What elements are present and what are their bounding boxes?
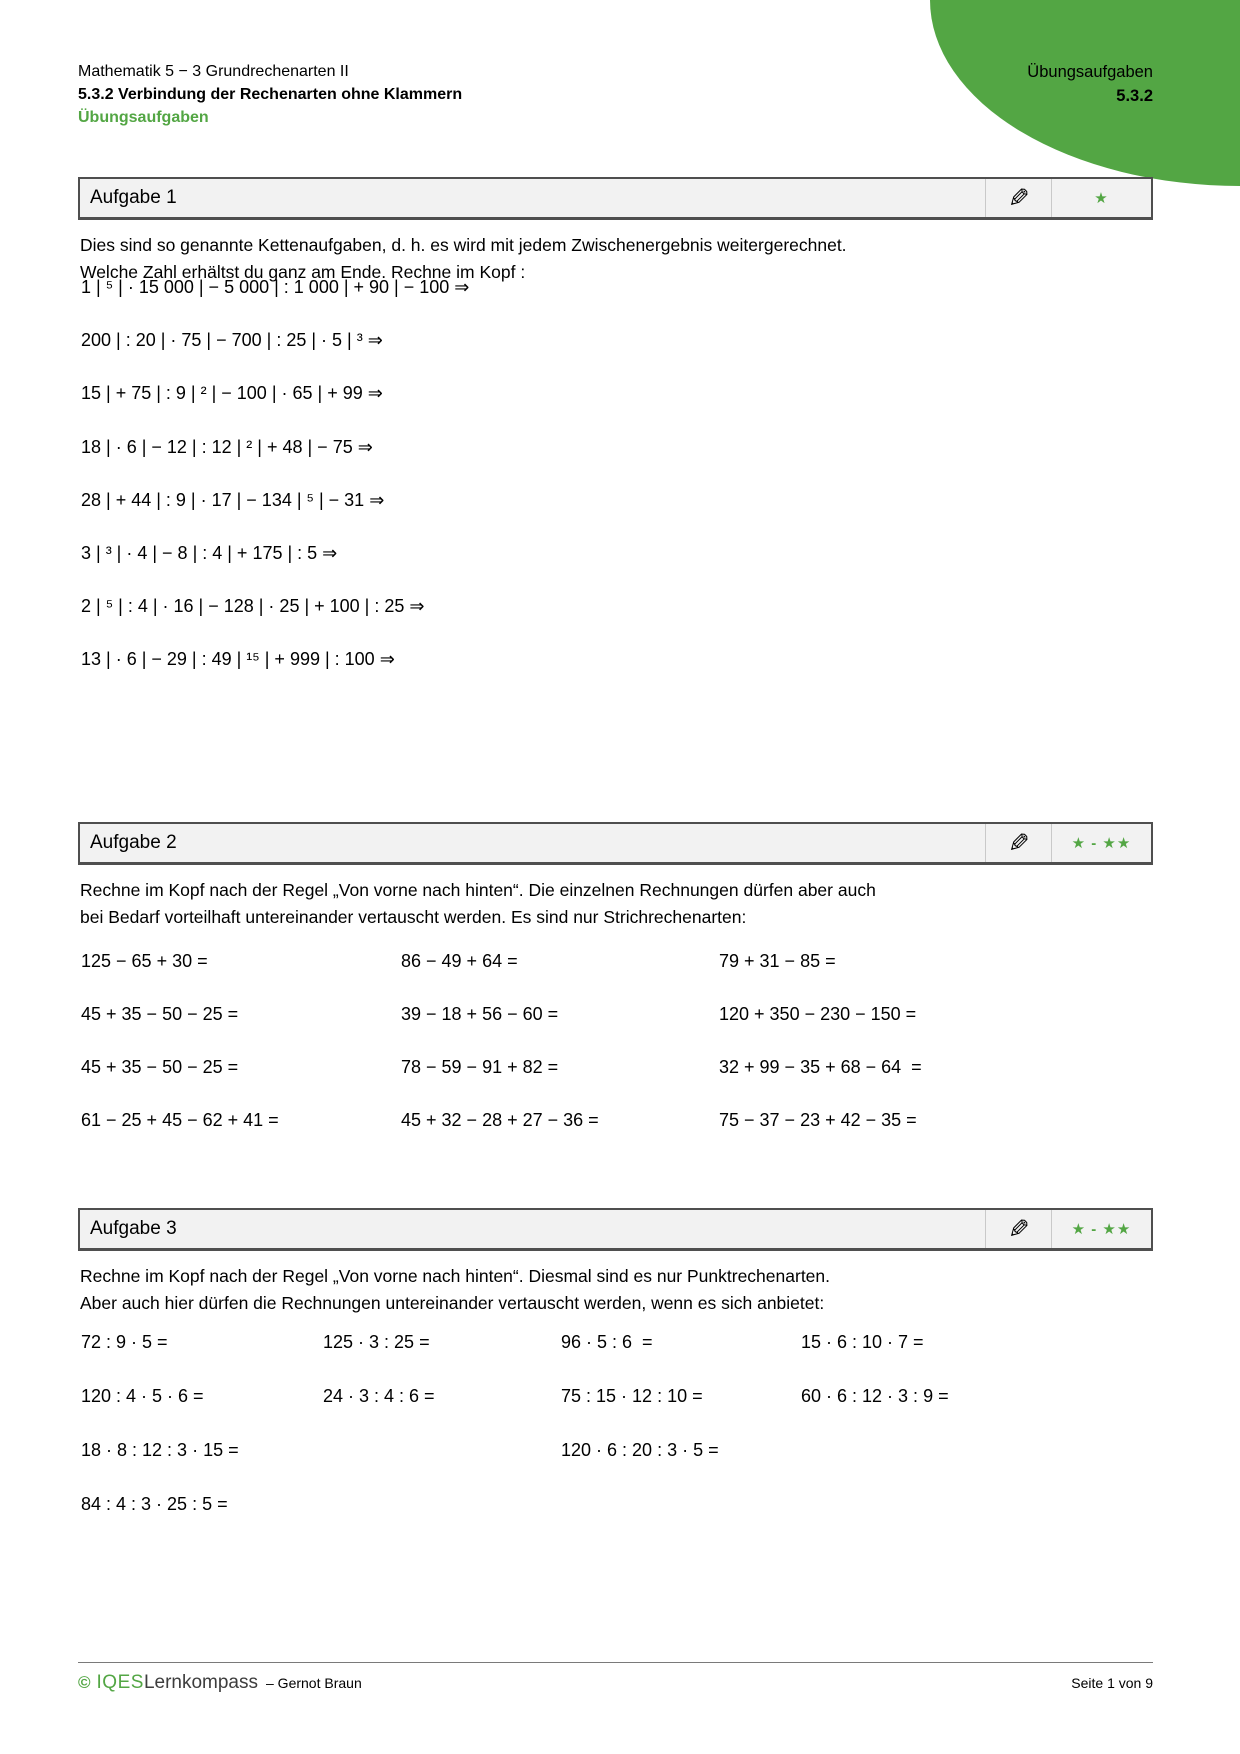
aufgabe1-problem-list: [81, 261, 469, 687]
aufgabe3-pencil-cell: [985, 1210, 1051, 1248]
aufgabe2-pencil-cell: [985, 824, 1051, 862]
calc-problem: 79 + 31 − 85 =: [719, 951, 836, 971]
aufgabe1-intro-line1: Dies sind so genannte Kettenaufgaben, d. h. es wird mit jedem Zwischenergebnis weitergerechnet.: [80, 235, 847, 255]
calc-problem: 39 − 18 + 56 − 60 =: [401, 1004, 559, 1024]
chain-problem: 13 | · 6 | − 29 | : 49 | ¹⁵ | + 999 | : 100 ⇒: [81, 649, 395, 670]
calc-problem: 45 + 35 − 50 − 25 =: [81, 1057, 239, 1077]
calc-problem: 86 − 49 + 64 =: [401, 951, 518, 971]
aufgabe3-intro: [80, 1263, 1153, 1317]
difficulty-star-icon: ★: [1094, 190, 1109, 207]
chain-problem: 200 | : 20 | · 75 | − 700 | : 25 | · 5 | ³ ⇒: [81, 330, 383, 351]
chain-problem: 2 | ⁵ | : 4 | · 16 | − 128 | · 25 | + 100 | : 25 ⇒: [81, 596, 425, 617]
calc-problem: 72 : 9 · 5 =: [81, 1331, 168, 1352]
corner-label-type: Übungsaufgaben: [1027, 63, 1153, 81]
document-header: [78, 60, 462, 129]
aufgabe2-intro-line2: bei Bedarf vorteilhaft untereinander vertauscht werden. Es sind nur Strichrechenarten:: [80, 907, 747, 927]
chapter-title: 5.3.2 Verbindung der Rechenarten ohne Klammern: [78, 86, 463, 103]
calc-problem: 75 − 37 − 23 + 42 − 35 =: [719, 1110, 917, 1130]
calc-problem: 60 · 6 : 12 · 3 : 9 =: [801, 1385, 949, 1406]
brand-iqes: IQES: [96, 1672, 144, 1693]
corner-label: [1027, 60, 1153, 108]
calc-problem: 32 + 99 − 35 + 68 − 64 =: [719, 1057, 922, 1077]
calc-problem: 120 : 4 · 5 · 6 =: [81, 1385, 204, 1406]
pencil-icon: ✎: [1007, 1214, 1030, 1244]
page-footer: [78, 1662, 1153, 1694]
calc-problem: 120 + 350 − 230 − 150 =: [719, 1004, 917, 1024]
aufgabe3-stars-cell: [1051, 1210, 1151, 1248]
calc-problem: 45 + 35 − 50 − 25 =: [81, 1004, 239, 1024]
aufgabe2-intro-line1: Rechne im Kopf nach der Regel „Von vorne nach hinten“. Die einzelnen Rechnungen dürfen aber auch: [80, 880, 876, 900]
chain-problem: 18 | · 6 | − 12 | : 12 | ² | + 48 | − 75 ⇒: [81, 436, 373, 457]
aufgabe3-intro-line1: Rechne im Kopf nach der Regel „Von vorne nach hinten“. Diesmal sind es nur Punktrechenarten.: [80, 1266, 831, 1286]
course-title: Mathematik 5 − 3 Grundrechenarten II: [78, 63, 349, 80]
calc-problem: 125 · 3 : 25 =: [323, 1331, 430, 1352]
calc-problem: 96 · 5 : 6 =: [561, 1331, 653, 1352]
corner-label-number: 5.3.2: [1116, 87, 1153, 105]
aufgabe3-header-bar: [78, 1208, 1153, 1251]
aufgabe1-stars-cell: [1051, 179, 1151, 217]
calc-problem: 84 : 4 : 3 · 25 : 5 =: [81, 1493, 228, 1514]
calc-problem: 24 · 3 : 4 : 6 =: [323, 1385, 435, 1406]
aufgabe2-intro: [80, 877, 1153, 931]
difficulty-stars-icon: ★ - ★★: [1071, 835, 1132, 852]
aufgabe2-problem-grid: [81, 935, 1153, 1147]
aufgabe2-title: Aufgabe 2: [90, 832, 177, 853]
chain-problem: 3 | ³ | · 4 | − 8 | : 4 | + 175 | : 5 ⇒: [81, 543, 338, 564]
document-subtitle: Übungsaufgaben: [78, 109, 209, 126]
calc-problem: 61 − 25 + 45 − 62 + 41 =: [81, 1110, 279, 1130]
difficulty-stars-icon: ★ - ★★: [1071, 1221, 1132, 1238]
aufgabe1-title: Aufgabe 1: [90, 187, 177, 208]
page-number: Seite 1 von 9: [1071, 1675, 1153, 1691]
pencil-icon: ✎: [1007, 183, 1030, 213]
aufgabe1-header-bar: [78, 177, 1153, 220]
calc-problem: 78 − 59 − 91 + 82 =: [401, 1057, 559, 1077]
aufgabe3-title: Aufgabe 3: [90, 1218, 177, 1239]
aufgabe1-intro-line2: Welche Zahl erhältst du ganz am Ende. Rechne im Kopf :: [80, 262, 526, 282]
calc-problem: 125 − 65 + 30 =: [81, 951, 208, 971]
aufgabe2-stars-cell: [1051, 824, 1151, 862]
calc-problem: 15 · 6 : 10 · 7 =: [801, 1331, 924, 1352]
brand-lernkompass: Lernkompass: [143, 1672, 258, 1693]
aufgabe1-pencil-cell: [985, 179, 1051, 217]
aufgabe3-problem-grid: [81, 1315, 1153, 1531]
calc-problem: 75 : 15 · 12 : 10 =: [561, 1385, 703, 1406]
calc-problem: 45 + 32 − 28 + 27 − 36 =: [401, 1110, 599, 1130]
chain-problem: 1 | ⁵ | · 15 000 | − 5 000 | : 1 000 | + 90 | − 100 ⇒: [81, 277, 470, 298]
calc-problem: 120 · 6 : 20 : 3 · 5 =: [561, 1439, 719, 1460]
chain-problem: 28 | + 44 | : 9 | · 17 | − 134 | ⁵ | − 31 ⇒: [81, 489, 385, 510]
chain-problem: 15 | + 75 | : 9 | ² | − 100 | · 65 | + 99 ⇒: [81, 383, 383, 404]
aufgabe3-intro-line2: Aber auch hier dürfen die Rechnungen untereinander vertauscht werden, wenn es sich anbietet:: [80, 1293, 825, 1313]
aufgabe2-header-bar: [78, 822, 1153, 865]
pencil-icon: ✎: [1007, 828, 1030, 858]
calc-problem: 18 · 8 : 12 : 3 · 15 =: [81, 1439, 239, 1460]
copyright-icon: ©: [78, 1673, 91, 1692]
author-name: – Gernot Braun: [266, 1675, 362, 1691]
